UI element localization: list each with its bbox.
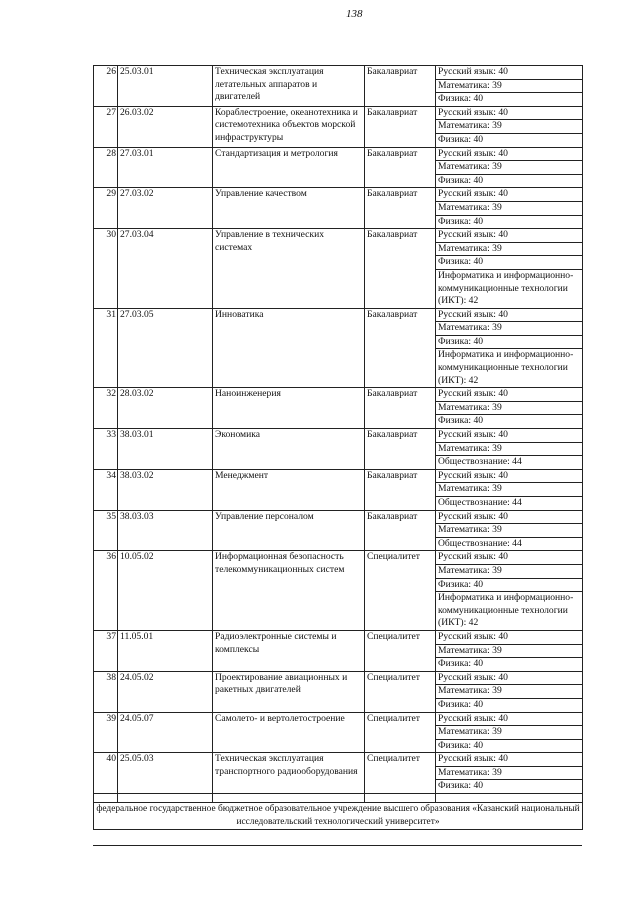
subjects-cell — [436, 429, 583, 470]
subject-score: Русский язык: 40 — [436, 753, 582, 767]
subject-score: Физика: 40 — [436, 579, 582, 593]
row-number: 29 — [94, 188, 118, 229]
table-row — [94, 630, 583, 671]
program-code: 27.03.04 — [118, 229, 213, 309]
subject-score: Обществознание: 44 — [438, 456, 522, 468]
subjects-cell — [436, 469, 583, 510]
subjects-cell — [436, 308, 583, 388]
table-row — [94, 188, 583, 229]
table-row — [94, 66, 583, 107]
education-level: Бакалавриат — [365, 188, 436, 229]
row-number: 37 — [94, 630, 118, 671]
subject-score: Русский язык: 40 — [436, 188, 582, 202]
program-name: Проектирование авиационных и ракетных двигателей — [213, 671, 365, 712]
subject-score: Физика: 40 — [436, 336, 582, 350]
education-level: Бакалавриат — [365, 510, 436, 551]
program-name: Информационная безопасность телекоммуникационных систем — [213, 551, 365, 631]
subject-score: Математика: 39 — [436, 726, 582, 740]
education-level: Бакалавриат — [365, 469, 436, 510]
row-number: 26 — [94, 66, 118, 107]
program-code: 24.05.02 — [118, 671, 213, 712]
table-row — [94, 388, 583, 429]
subject-score: Русский язык: 40 — [436, 309, 582, 323]
table-row — [94, 147, 583, 188]
subjects-cell — [436, 229, 583, 309]
row-number: 28 — [94, 147, 118, 188]
table-row — [94, 712, 583, 753]
subject-score: Русский язык: 40 — [436, 672, 582, 686]
footer-row — [94, 803, 583, 830]
education-level: Бакалавриат — [365, 66, 436, 107]
program-code: 11.05.01 — [118, 630, 213, 671]
subjects-cell — [436, 753, 583, 794]
page-number: 138 — [346, 8, 363, 20]
subject-score: Русский язык: 40 — [436, 429, 582, 443]
row-number: 40 — [94, 753, 118, 794]
subject-score: Физика: 40 — [438, 698, 484, 710]
program-name: Менеджмент — [213, 469, 365, 510]
subjects-cell — [436, 188, 583, 229]
subject-score: Физика: 40 — [438, 415, 484, 427]
row-number: 30 — [94, 229, 118, 309]
subjects-cell — [436, 630, 583, 671]
program-code: 24.05.07 — [118, 712, 213, 753]
admission-table — [93, 65, 583, 830]
subject-score: Математика: 39 — [436, 243, 582, 257]
subjects-cell — [436, 510, 583, 551]
education-level: Специалитет — [365, 630, 436, 671]
row-number: 27 — [94, 106, 118, 147]
subject-score: Физика: 40 — [438, 174, 484, 186]
subject-score: Русский язык: 40 — [436, 631, 582, 645]
program-name: Самолето- и вертолетостроение — [213, 712, 365, 753]
subjects-cell — [436, 671, 583, 712]
education-level: Бакалавриат — [365, 388, 436, 429]
subject-score: Физика: 40 — [438, 133, 484, 145]
spacer-row — [94, 794, 583, 803]
program-code: 38.03.02 — [118, 469, 213, 510]
subjects-cell — [436, 147, 583, 188]
table-row — [94, 469, 583, 510]
education-level: Бакалавриат — [365, 229, 436, 309]
subject-score: Математика: 39 — [436, 645, 582, 659]
program-code: 25.03.01 — [118, 66, 213, 107]
row-number: 31 — [94, 308, 118, 388]
subject-score: Математика: 39 — [436, 565, 582, 579]
program-code: 38.03.01 — [118, 429, 213, 470]
program-code: 28.03.02 — [118, 388, 213, 429]
spacer-cell — [436, 794, 583, 803]
table-row — [94, 229, 583, 309]
program-code: 27.03.01 — [118, 147, 213, 188]
education-level: Специалитет — [365, 671, 436, 712]
program-name: Управление персоналом — [213, 510, 365, 551]
subject-score: Обществознание: 44 — [438, 537, 522, 549]
table-row — [94, 510, 583, 551]
subject-score: Информатика и информационно-коммуникационные технологии (ИКТ): 42 — [438, 592, 574, 629]
subject-score: Физика: 40 — [438, 93, 484, 105]
row-number: 38 — [94, 671, 118, 712]
education-level: Специалитет — [365, 551, 436, 631]
subject-score: Математика: 39 — [436, 322, 582, 336]
education-level: Бакалавриат — [365, 106, 436, 147]
program-name: Управление в технических системах — [213, 229, 365, 309]
subject-score: Обществознание: 44 — [438, 497, 522, 508]
subjects-cell — [436, 551, 583, 631]
program-name: Инноватика — [213, 308, 365, 388]
subject-score: Математика: 39 — [436, 80, 582, 94]
spacer-cell — [94, 794, 118, 803]
subject-score: Русский язык: 40 — [436, 107, 582, 121]
table-row — [94, 753, 583, 794]
bottom-rule — [93, 845, 582, 846]
subject-score: Физика: 40 — [436, 256, 582, 270]
row-number: 32 — [94, 388, 118, 429]
subject-score: Математика: 39 — [436, 161, 582, 175]
subjects-cell — [436, 66, 583, 107]
program-code: 10.05.02 — [118, 551, 213, 631]
education-level: Специалитет — [365, 712, 436, 753]
spacer-cell — [213, 794, 365, 803]
subject-score: Математика: 39 — [436, 402, 582, 416]
subject-score: Физика: 40 — [438, 739, 484, 751]
spacer-cell — [365, 794, 436, 803]
row-number: 33 — [94, 429, 118, 470]
subject-score: Русский язык: 40 — [436, 551, 582, 565]
table-row — [94, 671, 583, 712]
program-name: Техническая эксплуатация летательных аппаратов и двигателей — [213, 66, 365, 107]
subject-score: Русский язык: 40 — [436, 713, 582, 727]
program-code: 27.03.02 — [118, 188, 213, 229]
institution-name: федеральное государственное бюджетное образовательное учреждение высшего образования «Казанский национальный исследовательский технологический университет» — [94, 803, 583, 830]
program-name: Техническая эксплуатация транспортного радиооборудования — [213, 753, 365, 794]
program-name: Экономика — [213, 429, 365, 470]
program-code: 38.03.03 — [118, 510, 213, 551]
education-level: Бакалавриат — [365, 429, 436, 470]
program-code: 27.03.05 — [118, 308, 213, 388]
subject-score: Информатика и информационно-коммуникационные технологии (ИКТ): 42 — [438, 269, 574, 307]
subject-score: Русский язык: 40 — [436, 388, 582, 402]
subject-score: Математика: 39 — [436, 685, 582, 699]
education-level: Бакалавриат — [365, 147, 436, 188]
table-row — [94, 429, 583, 470]
subject-score: Математика: 39 — [436, 524, 582, 538]
table-row — [94, 106, 583, 147]
subject-score: Физика: 40 — [438, 658, 484, 670]
program-code: 26.03.02 — [118, 106, 213, 147]
education-level: Специалитет — [365, 753, 436, 794]
subject-score: Физика: 40 — [438, 780, 484, 792]
subject-score: Русский язык: 40 — [436, 229, 582, 243]
subject-score: Математика: 39 — [436, 202, 582, 216]
subject-score: Русский язык: 40 — [436, 148, 582, 162]
program-code: 25.05.03 — [118, 753, 213, 794]
subject-score: Информатика и информационно-коммуникационные технологии (ИКТ): 42 — [438, 349, 574, 386]
education-level: Бакалавриат — [365, 308, 436, 388]
spacer-cell — [118, 794, 213, 803]
table-row — [94, 308, 583, 388]
subject-score: Русский язык: 40 — [436, 66, 582, 80]
subject-score: Математика: 39 — [436, 443, 582, 457]
row-number: 34 — [94, 469, 118, 510]
program-name: Стандартизация и метрология — [213, 147, 365, 188]
subject-score: Математика: 39 — [436, 767, 582, 781]
program-name: Радиоэлектронные системы и комплексы — [213, 630, 365, 671]
subject-score: Математика: 39 — [436, 120, 582, 134]
subjects-cell — [436, 106, 583, 147]
program-name: Управление качеством — [213, 188, 365, 229]
program-name: Кораблестроение, океанотехника и системотехника объектов морской инфраструктуры — [213, 106, 365, 147]
row-number: 39 — [94, 712, 118, 753]
row-number: 35 — [94, 510, 118, 551]
subject-score: Русский язык: 40 — [436, 511, 582, 525]
table-row — [94, 551, 583, 631]
program-name: Наноинженерия — [213, 388, 365, 429]
subjects-cell — [436, 388, 583, 429]
subjects-cell — [436, 712, 583, 753]
subject-score: Физика: 40 — [438, 215, 484, 227]
subject-score: Математика: 39 — [436, 483, 582, 497]
subject-score: Русский язык: 40 — [436, 470, 582, 484]
row-number: 36 — [94, 551, 118, 631]
